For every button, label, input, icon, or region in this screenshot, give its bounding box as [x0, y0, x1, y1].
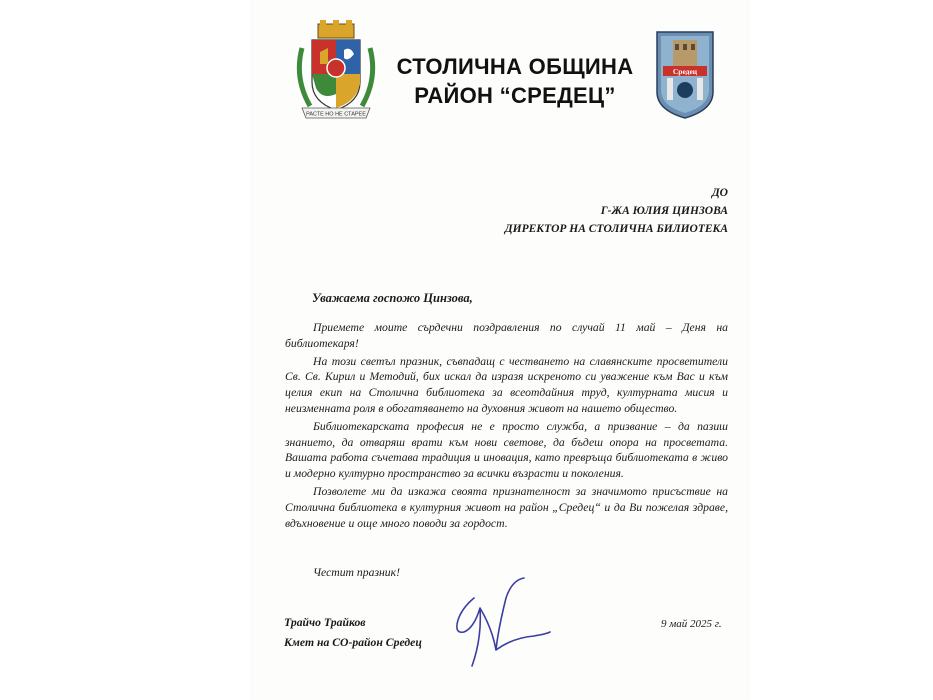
signer-title: Кмет на СО-район Средец: [284, 636, 422, 649]
addressee-line-2: Г-ЖА ЮЛИЯ ЦИНЗОВА: [600, 205, 728, 217]
sofia-coat-of-arms-logo: [292, 18, 380, 122]
addressee-block: [505, 184, 728, 238]
signer-name: Трайчо Трайков: [284, 616, 366, 629]
signer-block: [284, 613, 422, 653]
body-paragraph-2: На този светъл празник, съвпадащ с честването на славянските просветители Св. Св. Кирил и Методий, бих искал да изразя искреното си уважение към Вас и към целия екип на Столична библиотека за всеотдайния труд, културната мисия и неизменната роля в обогатяването на духовния живот на нашето общество.: [285, 354, 728, 415]
body-paragraph-4: Позволете ми да изкажа своята признателност за значимото присъствие на Столична библиотека в културния живот на район „Средец“ и да Ви пожелая здраве, вдъхновение и още много поводи за гордост.: [285, 484, 728, 530]
header-line-2: РАЙОН “СРЕДЕЦ”: [414, 83, 616, 108]
handwritten-signature: [452, 568, 556, 672]
salutation: Уважаема госпожо Цинзова,: [312, 291, 473, 305]
header-line-1: СТОЛИЧНА ОБЩИНА: [396, 54, 634, 79]
letter-body: [285, 320, 728, 533]
svg-text:РАСТЕ НО НЕ СТАРЕЕ: РАСТЕ НО НЕ СТАРЕЕ: [306, 111, 366, 118]
letter-date: 9 май 2025 г.: [661, 618, 722, 630]
body-paragraph-1: Приемете моите сърдечни поздравления по случай 11 май – Деня на библиотекаря!: [285, 321, 728, 350]
header-title: [380, 52, 650, 110]
sredets-emblem-logo: [653, 26, 717, 120]
closing-line: Честит празник!: [313, 566, 401, 579]
svg-text:Средец: Средец: [672, 67, 698, 76]
body-paragraph-3: Библиотекарската професия не е просто служба, а призвание – да пазиш знанието, да отваряш врати към нови светове, да бъдеш опора на просветата. Вашата работа съчетава традиция и иновация, като превръща библиотеката в живо и модерно културно пространство за всички възрасти и поколения.: [285, 419, 728, 481]
addressee-line-3: ДИРЕКТОР НА СТОЛИЧНА БИЛИОТЕКА: [504, 223, 728, 235]
addressee-line-1: ДО: [711, 187, 728, 199]
